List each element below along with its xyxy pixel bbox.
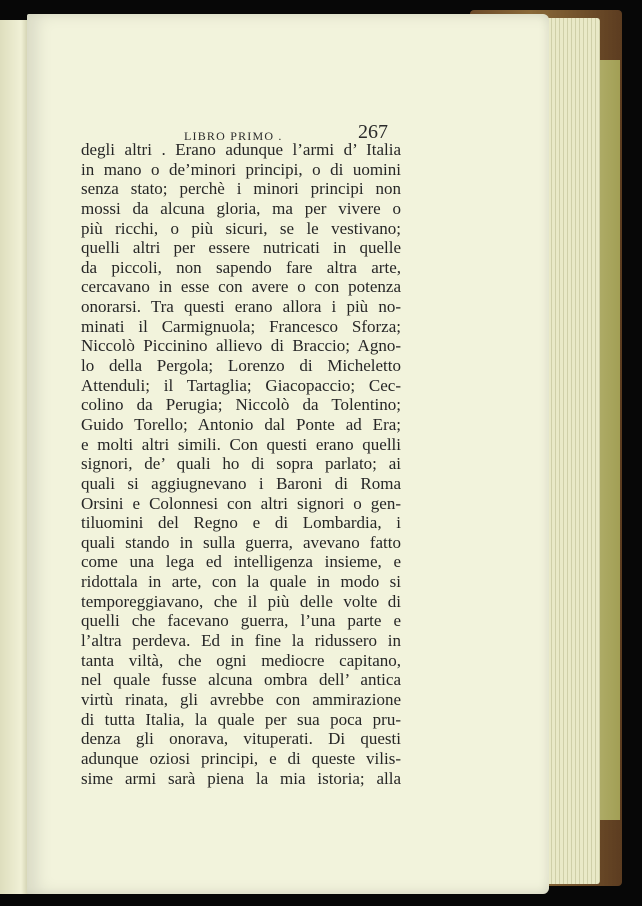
- text-line: virtù rinata, gli avrebbe con ammirazione: [81, 689, 401, 709]
- text-line: adunque oziosi principi, e di queste vilis-: [81, 748, 401, 768]
- text-line: più ricchi, o più sicuri, se le vestivano;: [81, 218, 401, 238]
- text-line: in mano o de’minori principi, o di uomini: [81, 159, 401, 179]
- text-line: senza stato; perchè i minori principi non: [81, 179, 401, 199]
- text-line: di tutta Italia, la quale per sua poca pru-: [81, 709, 401, 729]
- text-line: sime armi sarà piena la mia istoria; alla: [81, 768, 401, 788]
- text-line: Orsini e Colonnesi con altri signori o gen-: [81, 493, 401, 513]
- text-line: temporeggiavano, che il più delle volte di: [81, 591, 401, 611]
- page-number: 267: [358, 121, 388, 143]
- text-line: minati il Carmignuola; Francesco Sforza;: [81, 316, 401, 336]
- text-line: quali si aggiugnevano i Baroni di Roma: [81, 473, 401, 493]
- facing-page-sliver: [0, 20, 30, 894]
- text-line: quali stando in sulla guerra, avevano fatto: [81, 532, 401, 552]
- text-line: degli altri . Erano adunque l’armi d’ Italia: [81, 140, 401, 159]
- text-line: l’altra perdeva. Ed in fine la ridussero in: [81, 631, 401, 651]
- text-line: signori, de’ quali ho di sopra parlato; ai: [81, 454, 401, 474]
- text-line: e molti altri simili. Con questi erano quelli: [81, 434, 401, 454]
- text-line: da piccoli, non sapendo fare altra arte,: [81, 257, 401, 277]
- text-line: lo della Pergola; Lorenzo di Micheletto: [81, 356, 401, 376]
- text-line: quelli che facevano guerra, l’una parte e: [81, 611, 401, 631]
- text-line: quelli altri per essere nutricati in quelle: [81, 238, 401, 258]
- running-head: LIBRO PRIMO .: [184, 129, 283, 143]
- text-line: tiluomini del Regno e di Lombardia, i: [81, 513, 401, 533]
- text-line: cercavano in esse con avere o con potenza: [81, 277, 401, 297]
- text-line: colino da Perugia; Niccolò da Tolentino;: [81, 395, 401, 415]
- text-line: mossi da alcuna gloria, ma per vivere o: [81, 198, 401, 218]
- text-line: Guido Torello; Antonio dal Ponte ad Era;: [81, 414, 401, 434]
- text-line: tanta viltà, che ogni mediocre capitano,: [81, 650, 401, 670]
- text-line: Attenduli; il Tartaglia; Giacopaccio; Cec-: [81, 375, 401, 395]
- text-line: ridottala in arte, con la quale in modo si: [81, 572, 401, 592]
- text-line: Niccolò Piccinino allievo di Braccio; Agno-: [81, 336, 401, 356]
- text-line: denza gli onorava, vituperati. Di questi: [81, 729, 401, 749]
- text-line: nel quale fusse alcuna ombra dell’ antica: [81, 670, 401, 690]
- body-text: [81, 140, 401, 788]
- text-line: come una lega ed intelligenza insieme, e: [81, 552, 401, 572]
- text-line: onorarsi. Tra questi erano allora i più no-: [81, 297, 401, 317]
